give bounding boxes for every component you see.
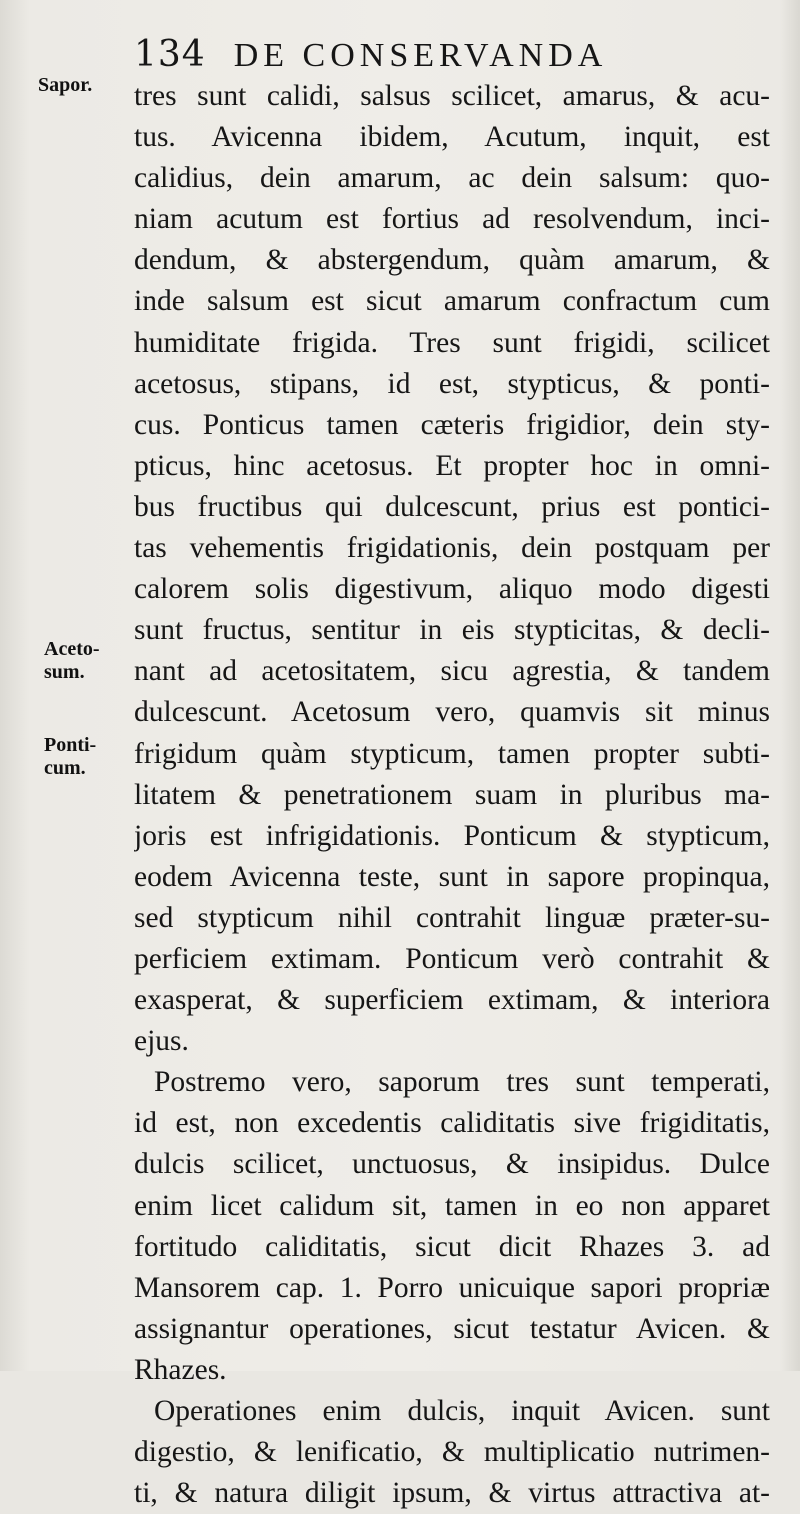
text-line: tus. Avicenna ibidem, Acutum, inquit, est: [134, 121, 770, 154]
margin-note-line: Sapor.: [38, 74, 93, 96]
margin-note-line: Ponti-: [44, 734, 97, 756]
margin-note-line: cum.: [44, 757, 86, 779]
margin-note-ponticum: [44, 734, 96, 780]
text-line: humiditate frigida. Tres sunt frigidi, scilicet: [134, 326, 770, 359]
text-line: dulcis scilicet, unctuosus, & insipidus. Dulce: [134, 1148, 770, 1181]
text-line: pticus, hinc acetosus. Et propter hoc in omni-: [134, 449, 770, 482]
text-line: dulcescunt. Acetosum vero, quamvis sit minus: [134, 696, 770, 729]
text-line: sed stypticum nihil contrahit linguæ præter-su-: [134, 901, 770, 934]
text-line: ejus.: [134, 1025, 189, 1058]
text-line: eodem Avicenna teste, sunt in sapore propinqua,: [134, 860, 770, 893]
text-line: tas vehementis frigidationis, dein postquam per: [134, 532, 770, 565]
text-line: Mansorem cap. 1. Porro unicuique sapori propriæ: [134, 1271, 770, 1304]
text-line: cus. Ponticus tamen cæteris frigidior, dein sty-: [134, 408, 770, 441]
text-line: dendum, & abstergendum, quàm amarum, &: [134, 244, 770, 277]
text-line: bus fructibus qui dulcescunt, prius est pontici-: [134, 490, 770, 523]
text-line: exasperat, & superficiem extimam, & interiora: [134, 984, 770, 1017]
running-head: DE CONSERVANDA: [233, 37, 608, 74]
text-line: sunt fructus, sentitur in eis stypticitas, & decli-: [134, 614, 770, 647]
text-line: Postremo vero, saporum tres sunt temperati,: [154, 1066, 770, 1099]
margin-note-line: Aceto-: [44, 638, 100, 660]
text-line: litatem & penetrationem suam in pluribus ma-: [134, 778, 770, 811]
margin-note-acetosum: [44, 638, 100, 684]
text-line: joris est infrigidationis. Ponticum & stypticum,: [134, 819, 770, 852]
margin-note-sapor: [38, 74, 92, 97]
text-line: frigidum quàm stypticum, tamen propter subti-: [134, 737, 770, 770]
margin-note-line: sum.: [44, 661, 85, 683]
text-line: enim licet calidum sit, tamen in eo non apparet: [134, 1189, 770, 1222]
text-line: acetosus, stipans, id est, stypticus, & ponti-: [134, 367, 770, 400]
text-line: digestio, & lenificatio, & multiplicatio nutrimen-: [134, 1436, 770, 1469]
text-line: Operationes enim dulcis, inquit Avicen. sunt: [154, 1395, 770, 1427]
text-line: Rhazes.: [134, 1353, 227, 1386]
text-line: calidius, dein amarum, ac dein salsum: quo-: [134, 162, 770, 195]
page-header: [134, 34, 694, 80]
text-line: ti, & natura diligit ipsum, & virtus attractiva at-: [134, 1477, 770, 1510]
text-line: inde salsum est sicut amarum confractum cum: [134, 285, 770, 318]
text-line: nant ad acetositatem, sicu agrestia, & tandem: [134, 655, 770, 688]
body-text: [134, 76, 770, 1514]
text-line: calorem solis digestivum, aliquo modo digesti: [134, 573, 770, 606]
text-line: perficiem extimam. Ponticum verò contrahit &: [134, 942, 770, 975]
text-line: fortitudo caliditatis, sicut dicit Rhazes 3. ad: [134, 1230, 770, 1263]
text-line: id est, non excedentis caliditatis sive frigiditatis,: [134, 1107, 770, 1140]
page-number: 134: [134, 34, 206, 75]
text-line: assignantur operationes, sicut testatur Avicen. &: [134, 1312, 770, 1345]
text-line: niam acutum est fortius ad resolvendum, inci-: [134, 203, 770, 236]
text-line: tres sunt calidi, salsus scilicet, amarus, & acu-: [134, 80, 770, 112]
